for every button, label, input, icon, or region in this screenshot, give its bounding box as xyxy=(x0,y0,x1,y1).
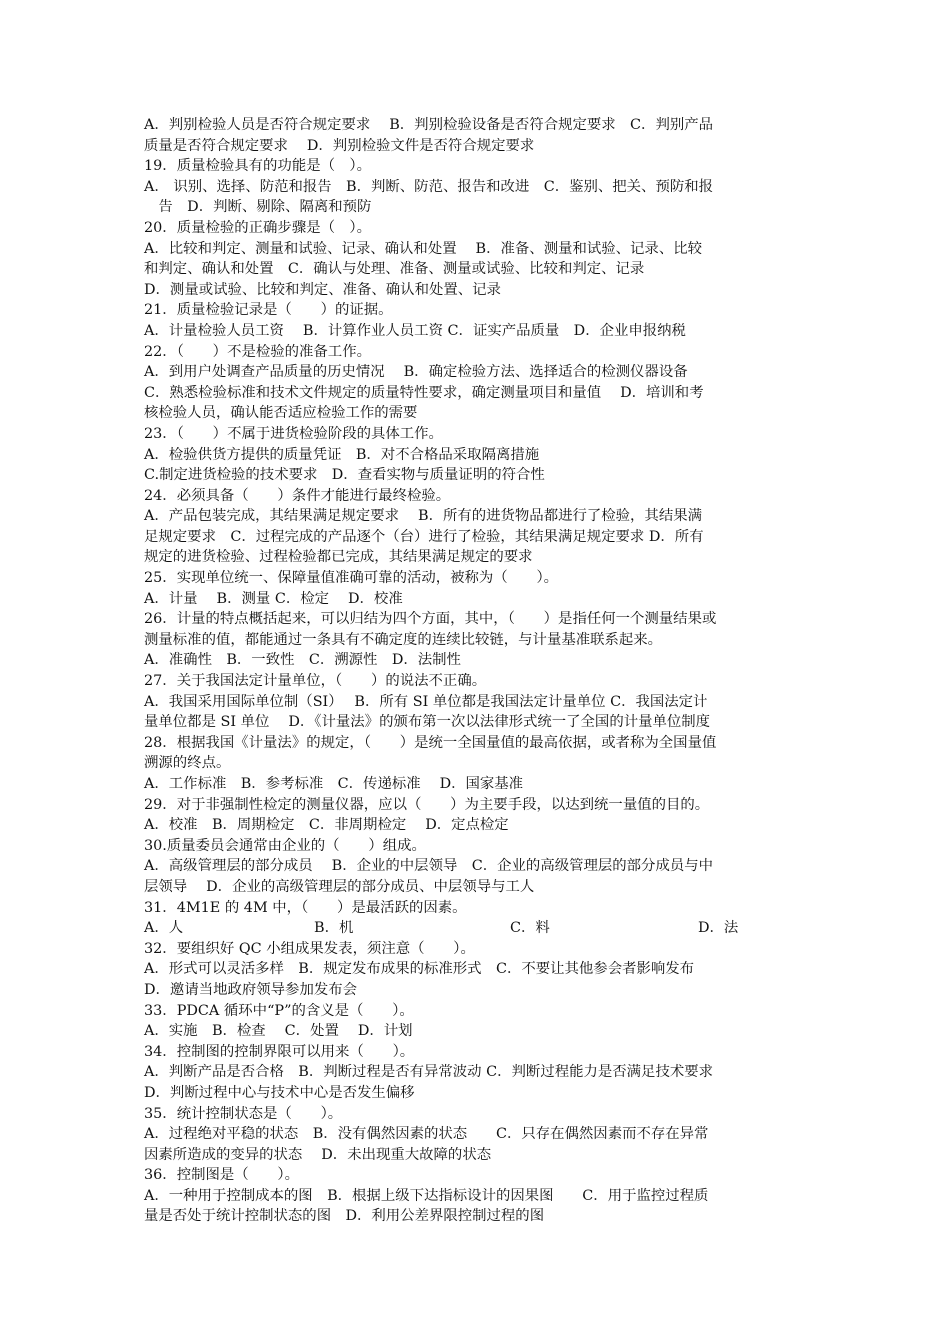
option-d: D．法 xyxy=(698,920,739,937)
question-27: 27．关于我国法定计量单位，（ ）的说法不正确。 xyxy=(144,673,487,690)
text-line: A． 识别、选择、防范和报告 B．判断、防范、报告和改进 C．鉴别、把关、预防和报 xyxy=(144,178,714,195)
text-line: A．计量 B．测量 C．检定 D．校准 xyxy=(144,590,403,607)
text-line: A．计量检验人员工资 B．计算作业人员工资 C．证实产品质量 D．企业申报纳税 xyxy=(144,322,686,339)
question-26: 26．计量的特点概括起来，可以归结为四个方面，其中，（ ）是指任何一个测量结果或 xyxy=(144,611,717,628)
text-line: 核检验人员，确认能否适应检验工作的需要 xyxy=(144,405,418,422)
question-22: 22．（ ）不是检验的准备工作。 xyxy=(144,343,371,360)
question-20: 20．质量检验的正确步骤是（ ）。 xyxy=(144,219,371,236)
question-32: 32．要组织好 QC 小组成果发表，须注意（ ）。 xyxy=(144,940,475,957)
question-34: 34．控制图的控制界限可以用来（ ）。 xyxy=(144,1043,415,1060)
option-b: B．机 xyxy=(314,920,354,937)
question-35: 35．统计控制状态是（ ）。 xyxy=(144,1105,343,1122)
text-line: D．测量或试验、比较和判定、准备、确认和处置、记录 xyxy=(144,281,501,298)
question-19: 19．质量检验具有的功能是（ ）。 xyxy=(144,158,371,175)
text-line: A．形式可以灵活多样 B．规定发布成果的标准形式 C．不要让其他参会者影响发布 xyxy=(144,961,695,978)
text-line: A．判断产品是否合格 B．判断过程是否有异常波动 C．判断过程能力是否满足技术要求 xyxy=(144,1064,714,1081)
text-line: C．熟悉检验标准和技术文件规定的质量特性要求，确定测量项目和量值 D．培训和考 xyxy=(144,384,704,401)
question-25: 25．实现单位统一、保障量值准确可靠的活动，被称为（ ）。 xyxy=(144,570,559,587)
question-33: 33．PDCA 循环中“P”的含义是（ ）。 xyxy=(144,1002,414,1019)
text-line: A．过程绝对平稳的状态 B．没有偶然因素的状态 C．只存在偶然因素而不存在异常 xyxy=(144,1126,709,1143)
text-line: 和判定、确认和处置 C．确认与处理、准备、测量或试验、比较和判定、记录 xyxy=(144,261,645,278)
text-line: A．校准 B．周期检定 C．非周期检定 D．定点检定 xyxy=(144,817,509,834)
text-line: A．高级管理层的部分成员 B．企业的中层领导 C．企业的高级管理层的部分成员与中 xyxy=(144,858,714,875)
text-line: D．判断过程中心与技术中心是否发生偏移 xyxy=(144,1084,415,1101)
text-line: 告 D．判断、剔除、隔离和预防 xyxy=(144,199,372,216)
text-line: A．检验供货方提供的质量凭证 B．对不合格品采取隔离措施 xyxy=(144,446,540,463)
question-36: 36．控制图是（ ）。 xyxy=(144,1167,300,1184)
text-line: 层领导 D．企业的高级管理层的部分成员、中层领导与工人 xyxy=(144,878,535,895)
question-31-options xyxy=(144,918,809,939)
text-line: 因素所造成的变异的状态 D．未出现重大故障的状态 xyxy=(144,1146,492,1163)
text-line: A．工作标准 B．参考标准 C．传递标准 D．国家基准 xyxy=(144,776,524,792)
text-line: A．准确性 B．一致性 C．溯源性 D．法制性 xyxy=(144,652,461,669)
question-31: 31．4M1E 的 4M 中，（ ）是最活跃的因素。 xyxy=(144,899,467,916)
question-21: 21．质量检验记录是（ ）的证据。 xyxy=(144,302,393,319)
question-30: 30.质量委员会通常由企业的（ ）组成。 xyxy=(144,837,426,854)
question-29: 29．对于非强制性检定的测量仪器，应以（ ）为主要手段，以达到统一量值的目的。 xyxy=(144,796,710,813)
text-line: C.制定进货检验的技术要求 D．查看实物与质量证明的符合性 xyxy=(144,467,545,484)
text-line: A．比较和判定、测量和试验、记录、确认和处置 B．准备、测量和试验、记录、比较 xyxy=(144,240,702,257)
text-line: 规定的进货检验、过程检验都已完成，其结果满足规定的要求 xyxy=(144,549,533,566)
text-line: 质量是否符合规定要求 D．判别检验文件是否符合规定要求 xyxy=(144,137,535,154)
question-24: 24．必须具备（ ）条件才能进行最终检验。 xyxy=(144,487,451,504)
question-28: 28．根据我国《计量法》的规定，（ ）是统一全国量值的最高依据，或者称为全国量值 xyxy=(144,734,717,751)
text-line: 足规定要求 C．过程完成的产品逐个（台）进行了检验，其结果满足规定要求 D．所有 xyxy=(144,528,704,545)
text-line: 量单位都是 SI 单位 D．《计量法》的颁布第一次以法律形式统一了全国的计量单位制度 xyxy=(144,714,711,731)
question-23: 23．（ ）不属于进货检验阶段的具体工作。 xyxy=(144,425,443,442)
text-line: A．实施 B．检查 C．处置 D．计划 xyxy=(144,1023,413,1040)
text-line: 测量标准的值，都能通过一条具有不确定度的连续比较链，与计量基准联系起来。 xyxy=(144,631,663,648)
text-line: 溯源的终点。 xyxy=(144,755,231,772)
text-line: A．判别检验人员是否符合规定要求 B．判别检验设备是否符合规定要求 C．判别产品 xyxy=(144,117,714,133)
option-c: C．料 xyxy=(510,920,550,937)
text-line: A．产品包装完成，其结果满足规定要求 B．所有的进货物品都进行了检验，其结果满 xyxy=(144,508,702,525)
text-line: A．一种用于控制成本的图 B．根据上级下达指标设计的因果图 C．用于监控过程质 xyxy=(144,1187,709,1204)
text-line: 量是否处于统计控制状态的图 D．利用公差界限控制过程的图 xyxy=(144,1208,545,1225)
text-line: A．到用户处调查产品质量的历史情况 B．确定检验方法、选择适合的检测仪器设备 xyxy=(144,364,688,381)
document-body xyxy=(144,115,809,1227)
option-a: A．人 xyxy=(144,920,184,937)
text-line: D．邀请当地政府领导参加发布会 xyxy=(144,981,358,998)
text-line: A．我国采用国际单位制（SI） B．所有 SI 单位都是我国法定计量单位 C．我国法定计 xyxy=(144,693,708,710)
